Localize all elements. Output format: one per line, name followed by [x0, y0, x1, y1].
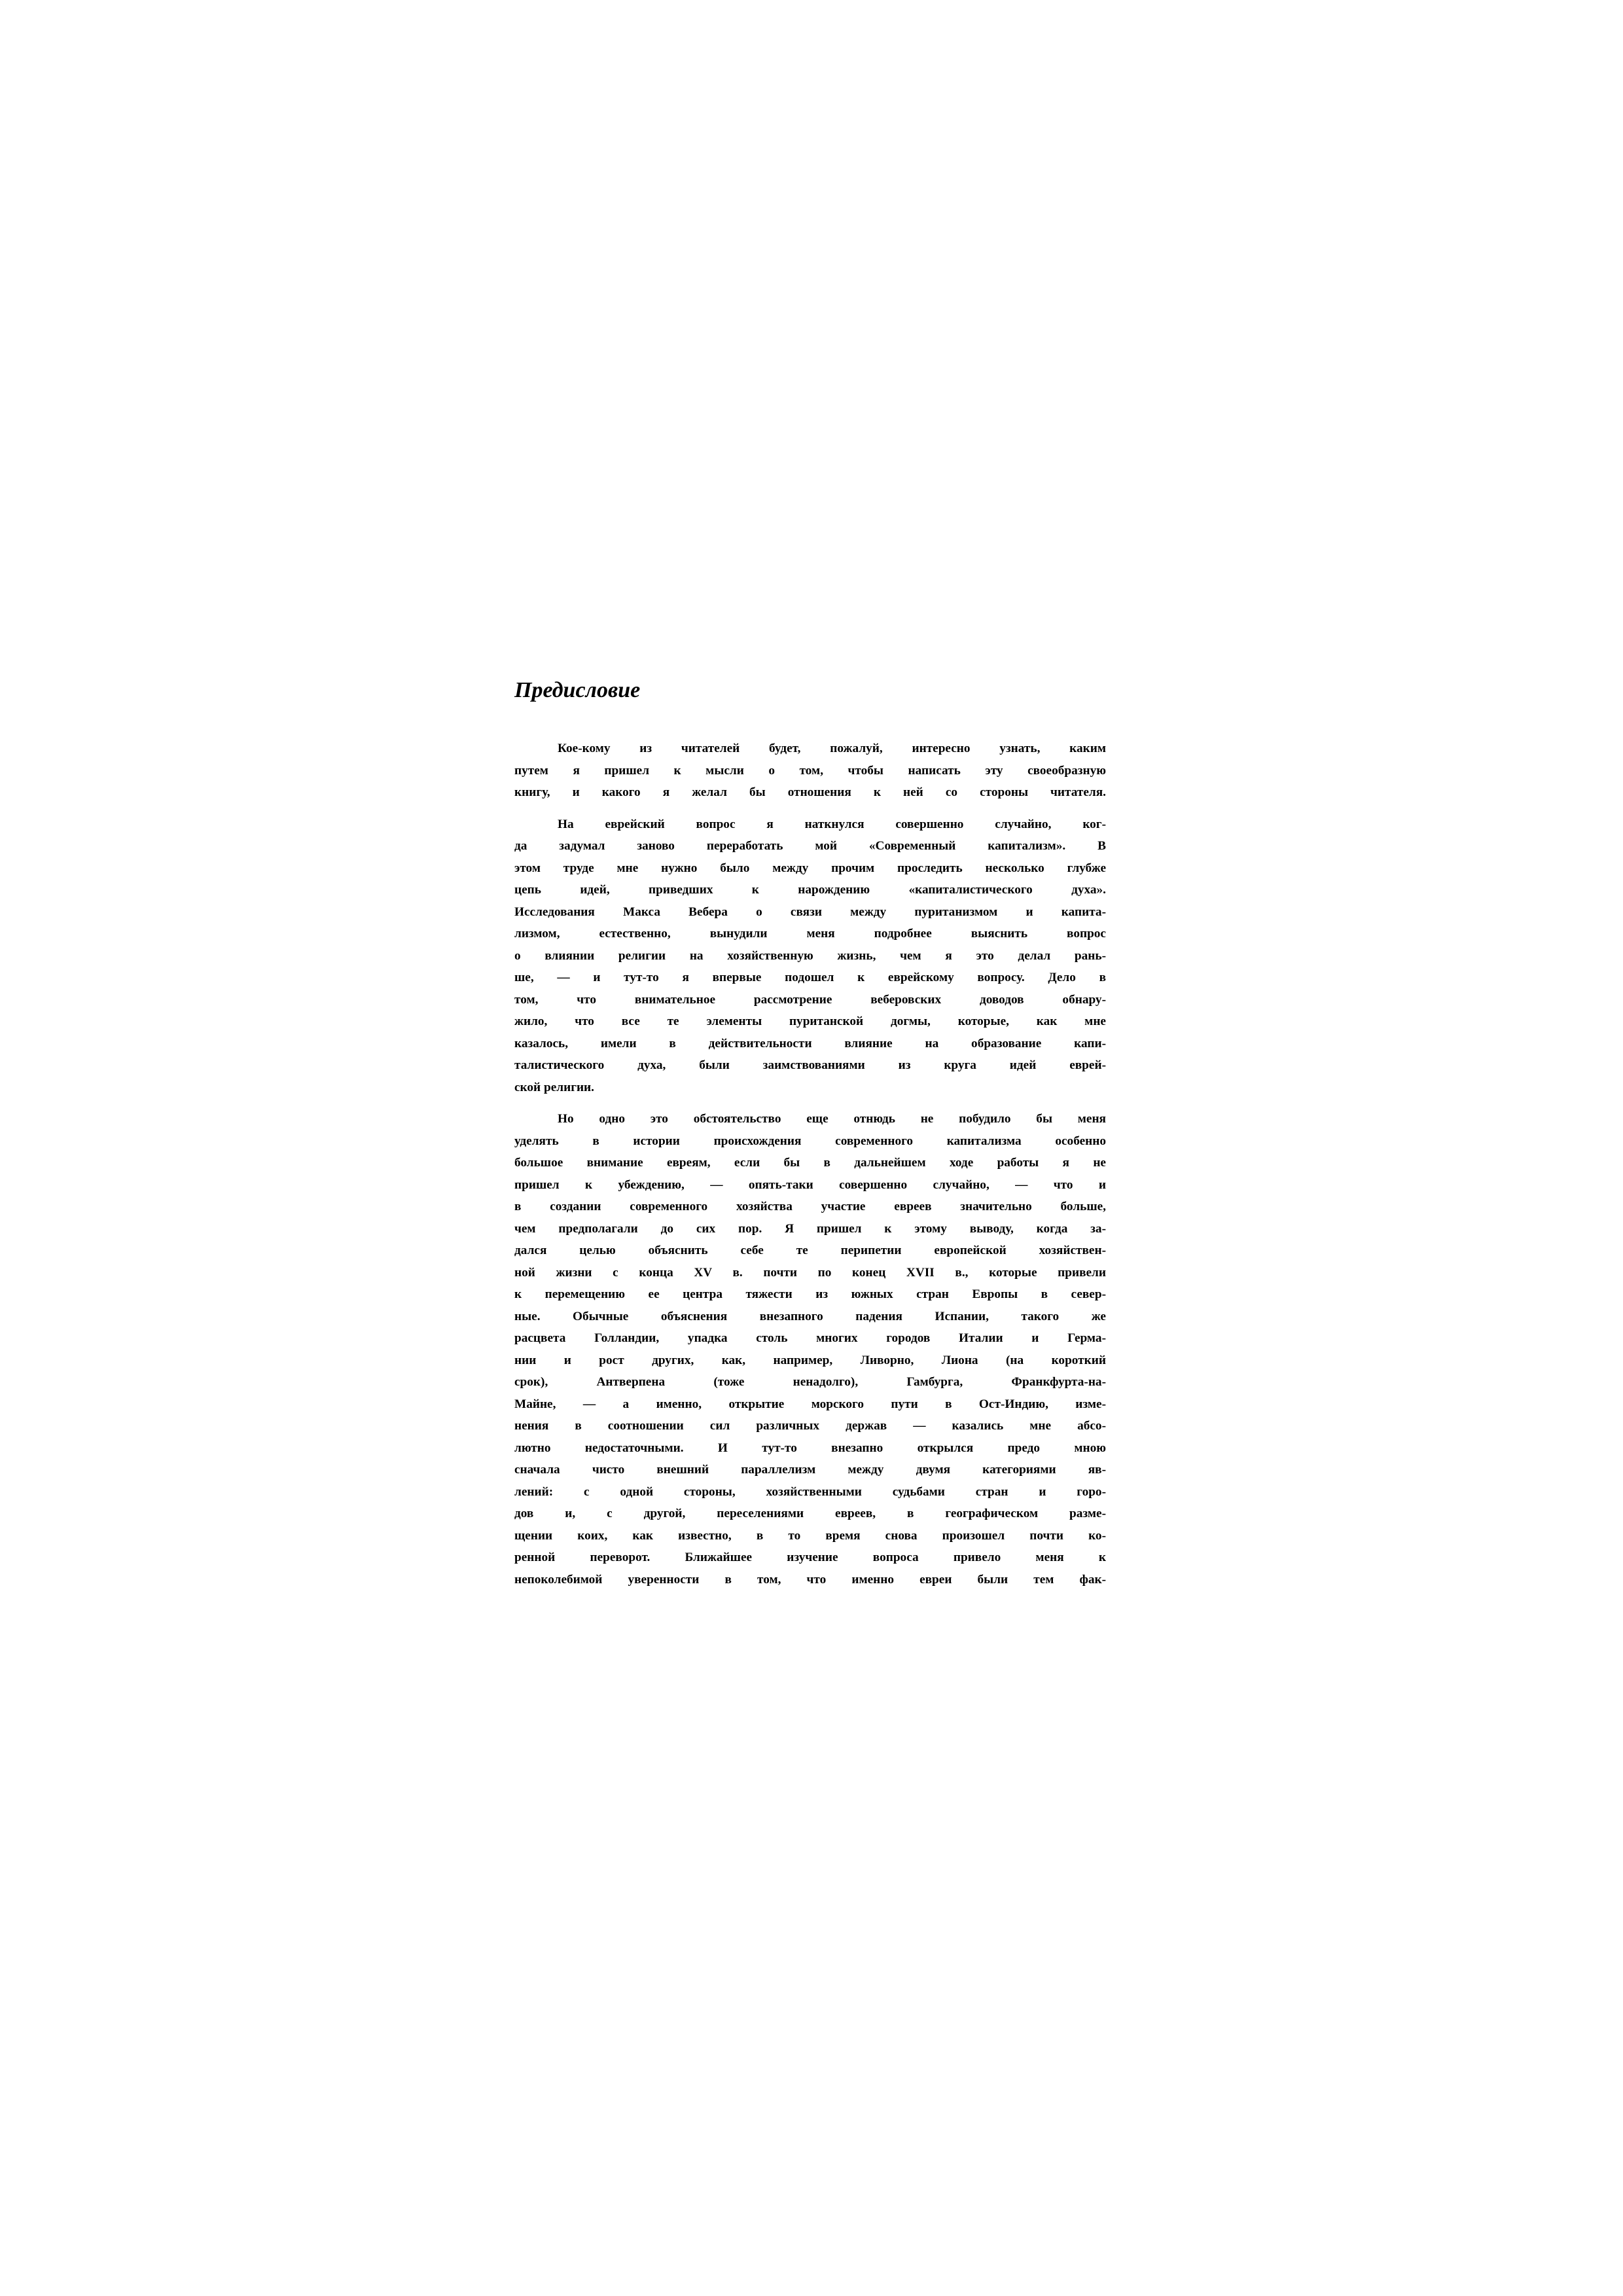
text-line: На еврейский вопрос я наткнулся совершенно случайно, ког-	[558, 817, 1106, 831]
text-line: ной жизни с конца XV в. почти по конец XVII в., которые привели	[514, 1265, 1106, 1280]
text-line: о влиянии религии на хозяйственную жизнь, чем я это делал рань-	[514, 948, 1106, 963]
text-line: ренной переворот. Ближайшее изучение вопроса привело меня к	[514, 1551, 1106, 1564]
text-line: срок), Антверпена (тоже ненадолго), Гамбурга, Франкфурта-на-	[514, 1375, 1106, 1389]
text-line: дов и, с другой, переселениями евреев, в географическом разме-	[514, 1507, 1106, 1520]
text-line: цепь идей, приведших к нарождению «капиталистического духа».	[514, 883, 1106, 897]
text-line: ше, — и тут-то я впервые подошел к еврейскому вопросу. Дело в	[514, 971, 1106, 984]
text-line: уделять в истории происхождения современного капитализма особенно	[514, 1134, 1106, 1148]
text-line: ные. Обычные объяснения внезапного падения Испании, такого же	[514, 1309, 1106, 1323]
text-line: чем предполагали до сих пор. Я пришел к этому выводу, когда за-	[514, 1221, 1106, 1236]
text-line: том, что внимательное рассмотрение веберовских доводов обнару-	[514, 992, 1106, 1007]
text-line: расцвета Голландии, упадка столь многих городов Италии и Герма-	[514, 1331, 1106, 1345]
paragraph-3	[514, 1108, 1106, 1590]
text-line: большое внимание евреям, если бы в дальнейшем ходе работы я не	[514, 1156, 1106, 1170]
text-line: жило, что все те элементы пуританской догмы, которые, как мне	[514, 1014, 1106, 1028]
text-line: этом труде мне нужно было между прочим проследить несколько глубже	[514, 861, 1106, 875]
text-line: сначала чисто внешний параллелизм между двумя категориями яв-	[514, 1463, 1106, 1477]
paragraph-1	[514, 738, 1106, 804]
text-line: талистического духа, были заимствованиями из круга идей еврей-	[514, 1058, 1106, 1072]
paragraph-2	[514, 814, 1106, 1099]
text-line: щении коих, как известно, в то время снова произошел почти ко-	[514, 1528, 1106, 1543]
text-line: Кое-кому из читателей будет, пожалуй, интересно узнать, каким	[558, 742, 1106, 755]
text-line: пришел к убеждению, — опять-таки совершенно случайно, — что и	[514, 1177, 1106, 1192]
text-line: лений: с одной стороны, хозяйственными судьбами стран и горо-	[514, 1484, 1106, 1499]
text-line: казалось, имели в действительности влияние на образование капи-	[514, 1036, 1106, 1050]
text-line: нения в соотношении сил различных держав — казались мне абсо-	[514, 1419, 1106, 1433]
text-line: лизмом, естественно, вынудили меня подробнее выяснить вопрос	[514, 927, 1106, 941]
text-line: к перемещению ее центра тяжести из южных стран Европы в север-	[514, 1287, 1106, 1301]
text-line: книгу, и какого я желал бы отношения к ней со стороны читателя.	[514, 785, 1106, 799]
text-line: путем я пришел к мысли о том, чтобы написать эту своеобразную	[514, 763, 1106, 778]
text-line: в создании современного хозяйства участие евреев значительно больше,	[514, 1200, 1106, 1213]
page-body	[514, 677, 1106, 1600]
text-line: лютно недостаточными. И тут-то внезапно открылся предо мною	[514, 1441, 1106, 1455]
text-line: Исследования Макса Вебера о связи между пуританизмом и капита-	[514, 905, 1106, 919]
text-line: непоколебимой уверенности в том, что именно евреи были тем фак-	[514, 1572, 1106, 1587]
text-line: Майне, — а именно, открытие морского пути в Ост-Индию, изме-	[514, 1397, 1106, 1411]
text-line: дался целью объяснить себе те перипетии европейской хозяйствен-	[514, 1244, 1106, 1257]
text-line: ской религии.	[514, 1080, 594, 1094]
text-line: да задумал заново переработать мой «Современный капитализм». В	[514, 839, 1106, 853]
chapter-heading: Предисловие	[514, 678, 641, 702]
text-line: нии и рост других, как, например, Ливорно, Лиона (на короткий	[514, 1353, 1106, 1367]
text-line: Но одно это обстоятельство еще отнюдь не побудило бы меня	[558, 1112, 1106, 1126]
